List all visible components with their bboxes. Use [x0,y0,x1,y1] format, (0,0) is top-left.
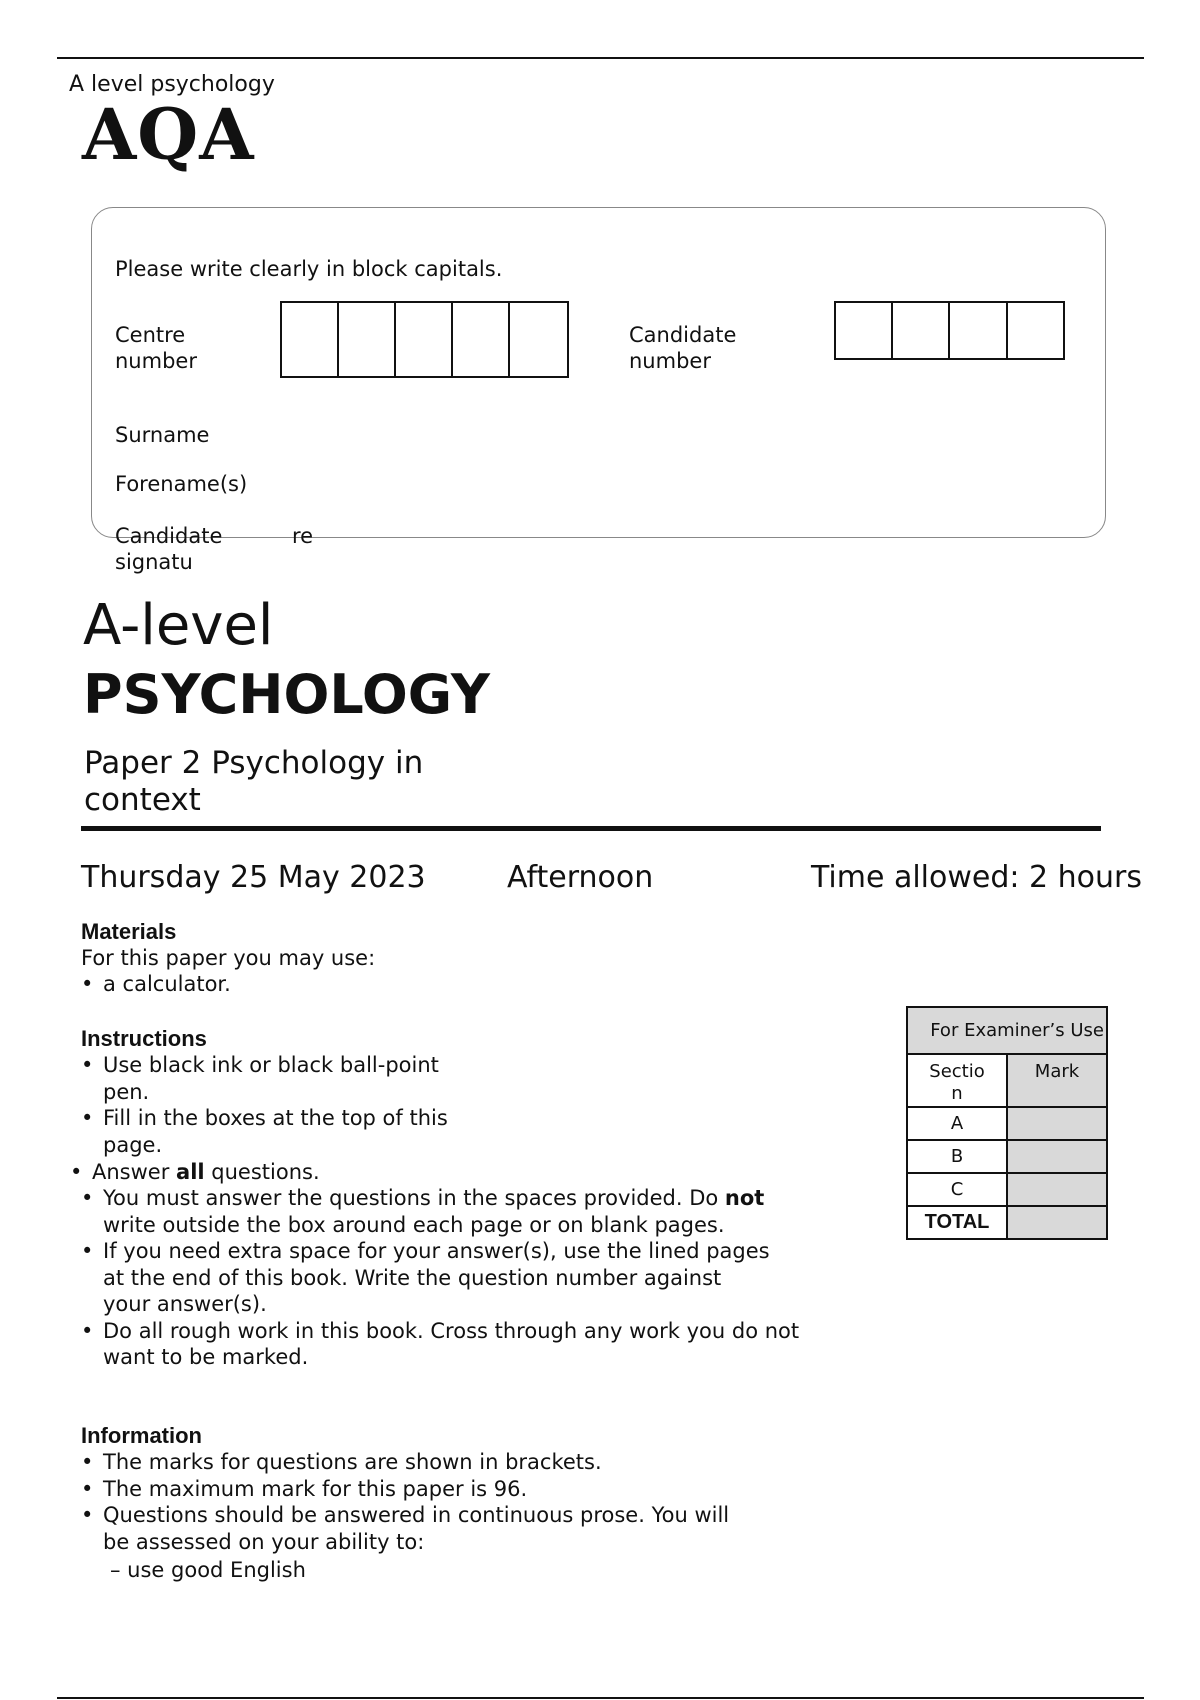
candidate-number-digit[interactable] [836,303,893,358]
information-sub-item: – use good English [110,1558,306,1582]
centre-number-digit[interactable] [339,303,396,376]
instructions-list-a [81,1052,461,1158]
examiner-use-table [906,1006,1108,1240]
centre-number-digit[interactable] [453,303,510,376]
list-item: • You must answer the questions in the spaces provided. Do not write outside the box around each page or on blank pages. [81,1185,771,1238]
paper-title: Paper 2 Psychology in context [84,745,424,818]
materials-list [81,971,481,998]
candidate-number-digit[interactable] [893,303,950,358]
candidate-number-label: Candidate number [629,323,737,373]
exam-session: Afternoon [507,860,654,895]
section-b-label: B [907,1140,1007,1173]
centre-number-digit[interactable] [282,303,339,376]
list-item: • Use black ink or black ball-point pen. [81,1052,461,1105]
list-item: • The marks for questions are shown in brackets. [81,1449,741,1476]
section-b-mark[interactable] [1007,1140,1107,1173]
instructions-list-c [81,1185,800,1371]
list-item: • Questions should be answered in continuous prose. You will be assessed on your ability to: [81,1502,741,1555]
section-c-label: C [907,1173,1007,1206]
title-rule [81,826,1101,831]
surname-label: Surname [115,423,210,447]
examiner-table-heading: For Examiner’s Use [907,1007,1107,1054]
section-a-mark[interactable] [1007,1107,1107,1140]
section-a-label: A [907,1107,1007,1140]
signature-label-fragment: signatu [115,550,193,574]
mark-column-header: Mark [1007,1054,1107,1107]
signature-label-fragment: re [292,524,314,548]
block-capitals-note: Please write clearly in block capitals. [115,257,503,281]
centre-number-label: Centre number [115,323,197,373]
exam-date: Thursday 25 May 2023 [81,860,426,895]
materials-heading: Materials [81,919,177,944]
forename-label: Forename(s) [115,472,248,496]
information-list [81,1449,741,1555]
total-mark[interactable] [1007,1206,1107,1239]
signature-label: Candidate [115,524,223,548]
qualification-level: A-level [83,593,274,658]
total-label: TOTAL [907,1206,1007,1239]
instructions-list-b [70,1159,470,1186]
instructions-heading: Instructions [81,1026,207,1051]
bottom-rule [57,1697,1144,1699]
list-item: • a calculator. [81,971,481,998]
list-item: • Do all rough work in this book. Cross through any work you do not want to be marked. [81,1318,823,1371]
list-item: • Fill in the boxes at the top of this page. [81,1105,461,1158]
section-column-header: Section [907,1054,1007,1107]
section-c-mark[interactable] [1007,1173,1107,1206]
information-heading: Information [81,1423,202,1448]
list-item: • If you need extra space for your answer(s), use the lined pages at the end of this book. Write the question number against your answer(s). [81,1238,771,1318]
aqa-logo: AQA [82,93,255,176]
list-item: • The maximum mark for this paper is 96. [81,1476,741,1503]
centre-number-digit[interactable] [396,303,453,376]
materials-intro: For this paper you may use: [81,946,376,970]
centre-number-boxes[interactable] [280,301,569,378]
candidate-number-boxes[interactable] [834,301,1065,360]
centre-number-digit[interactable] [510,303,567,376]
subject-title: PSYCHOLOGY [83,663,491,726]
time-allowed: Time allowed: 2 hours [811,860,1143,895]
candidate-number-digit[interactable] [1008,303,1063,358]
list-item: • Answer all questions. [70,1159,470,1186]
top-rule [57,57,1144,59]
candidate-number-digit[interactable] [950,303,1008,358]
header-subject-label: A level psychology [69,72,275,97]
